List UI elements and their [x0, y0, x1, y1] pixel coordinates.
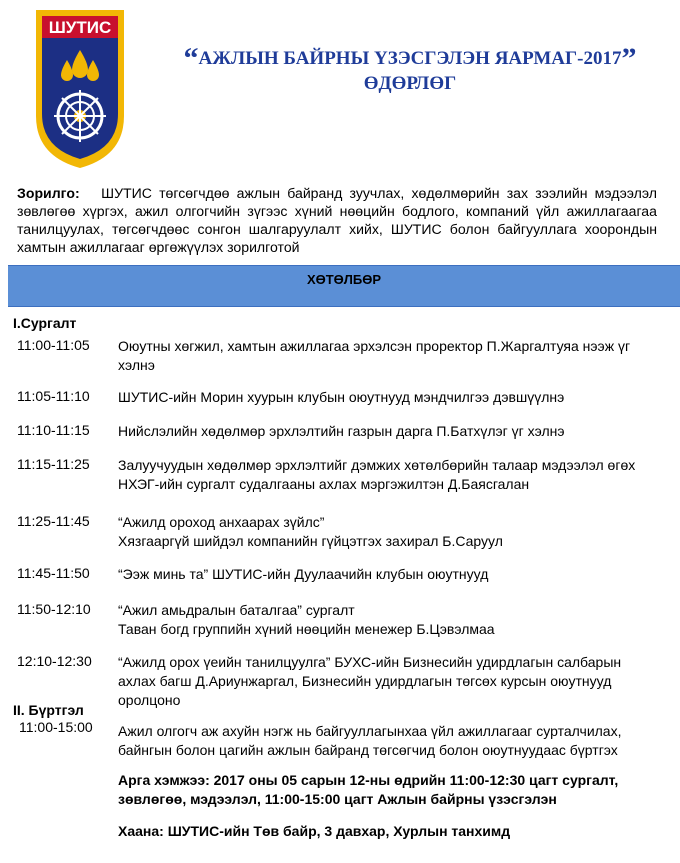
- activity-line: Арга хэмжээ: 2017 оны 05 сарын 12-ны өдрийн 11:00-12:30 цагт сургалт,: [118, 772, 619, 788]
- title-close-quote: ”: [621, 42, 637, 75]
- schedule-desc-3: [118, 422, 663, 441]
- registration-time: 11:00-15:00: [19, 719, 93, 735]
- schedule-time-5: 11:25-11:45: [17, 513, 90, 529]
- schedule-desc-line: Таван богд группийн хүний нөөцийн менежер Б.Цэвэлмаа: [118, 621, 495, 637]
- title-line-2: ӨДӨРЛӨГ: [363, 73, 457, 94]
- schedule-desc-7: [118, 601, 663, 639]
- goal-text: ШУТИС төгсөгчдөө ажлын байранд зуучлах, хөдөлмөрийн зах зээлийн мэдээлэл зөвлөгөө хүргэх, ажил олгогчийн зүгээс хүний нөөцийн бодлого, компаний үйл ажиллагаагаа танилцуулах, төгсөгчдөөс сонгон шалгаруулалт хийх, ШУТИС болон байгууллага хоорондын хамтын ажиллагааг өргөжүүлэх зорилготой: [17, 185, 658, 255]
- activity-line: зөвлөгөө, мэдээлэл, 11:00-15:00 цагт Ажлын байрны үзэсгэлэн: [118, 791, 557, 807]
- page-title: [140, 42, 680, 96]
- schedule-desc-8: [118, 653, 663, 710]
- schedule-time-2: 11:05-11:10: [17, 388, 90, 404]
- program-heading-band: [8, 265, 680, 307]
- schedule-desc-line: “Ажилд орох үеийн танилцуулга” БУХС-ийн Бизнесийн удирдлагын салбарын: [118, 654, 622, 670]
- schedule-desc-line: Нийслэлийн хөдөлмөр эрхлэлтийн газрын дарга П.Батхүлэг үг хэлнэ: [118, 423, 565, 439]
- schedule-desc-2: [118, 388, 663, 407]
- goal-paragraph: [17, 184, 657, 256]
- schedule-desc-line: Оюутны хөгжил, хамтын ажиллагаа эрхэлсэн проректор П.Жаргалтуяа нээж үг: [118, 338, 631, 354]
- location-note: Хаана: ШУТИС-ийн Төв байр, 3 давхар, Хурлын танхимд: [118, 823, 511, 839]
- schedule-desc-6: [118, 565, 663, 584]
- registration-desc-line: байнгын болон цагийн ажлын байранд төгсөгчид болон оюутнуудаас бүртгэх: [118, 742, 618, 758]
- schedule-time-3: 11:10-11:15: [17, 422, 90, 438]
- schedule-time-4: 11:15-11:25: [17, 456, 90, 472]
- schedule-desc-line: оролцоно: [118, 692, 181, 708]
- program-heading: ХӨТӨЛБӨР: [306, 272, 382, 287]
- schedule-desc-line: ахлах багш Д.Ариунжаргал, Бизнесийн удирдлагын төгсөх курсын оюутнууд: [118, 673, 612, 689]
- schedule-time-1: 11:00-11:05: [17, 337, 90, 353]
- section-registration-heading: II. Бүртгэл: [13, 702, 84, 718]
- schedule-desc-line: ШУТИС-ийн Морин хуурын клубын оюутнууд мэндчилгээ дэвшүүлнэ: [118, 389, 565, 405]
- registration-desc-line: Ажил олгогч аж ахуйн нэгж нь байгууллагынхаа үйл ажиллагааг сурталчилах,: [118, 723, 622, 739]
- schedule-desc-1: [118, 337, 663, 375]
- schedule-desc-line: “Ээж минь та” ШУТИС-ийн Дуулаачийн клубын оюутнууд: [118, 566, 489, 582]
- section-training-heading: I.Сургалт: [13, 315, 77, 331]
- schedule-time-7: 11:50-12:10: [17, 601, 91, 617]
- title-open-quote: “: [183, 42, 199, 75]
- schedule-desc-line: хэлнэ: [118, 357, 155, 373]
- schedule-desc-4: [118, 456, 663, 494]
- schedule-desc-line: Залуучуудын хөдөлмөр эрхлэлтийг дэмжих хөтөлбөрийн талаар мэдээлэл өгөх: [118, 457, 636, 473]
- title-line-1: АЖЛЫН БАЙРНЫ ҮЗЭСГЭЛЭН ЯАРМАГ-2017: [198, 48, 622, 69]
- schedule-desc-line: “Ажил амьдралын баталгаа” сургалт: [118, 602, 355, 618]
- schedule-desc-line: НХЭГ-ийн сургалт судалгааны ахлах мэргэжилтэн Д.Баясгалан: [118, 476, 530, 492]
- schedule-desc-line: “Ажилд ороход анхаарах зүйлс”: [118, 514, 325, 530]
- schedule-time-6: 11:45-11:50: [17, 565, 90, 581]
- university-logo: [34, 8, 126, 170]
- logo-text: ШУТИС: [48, 18, 112, 37]
- goal-label: Зорилго:: [17, 185, 80, 201]
- schedule-desc-line: Хязгааргүй шийдэл компанийн гүйцэтгэх захирал Б.Саруул: [118, 533, 503, 549]
- registration-desc: [118, 722, 663, 760]
- schedule-time-8: 12:10-12:30: [17, 653, 92, 669]
- activity-note: [118, 771, 663, 809]
- schedule-desc-5: [118, 513, 663, 551]
